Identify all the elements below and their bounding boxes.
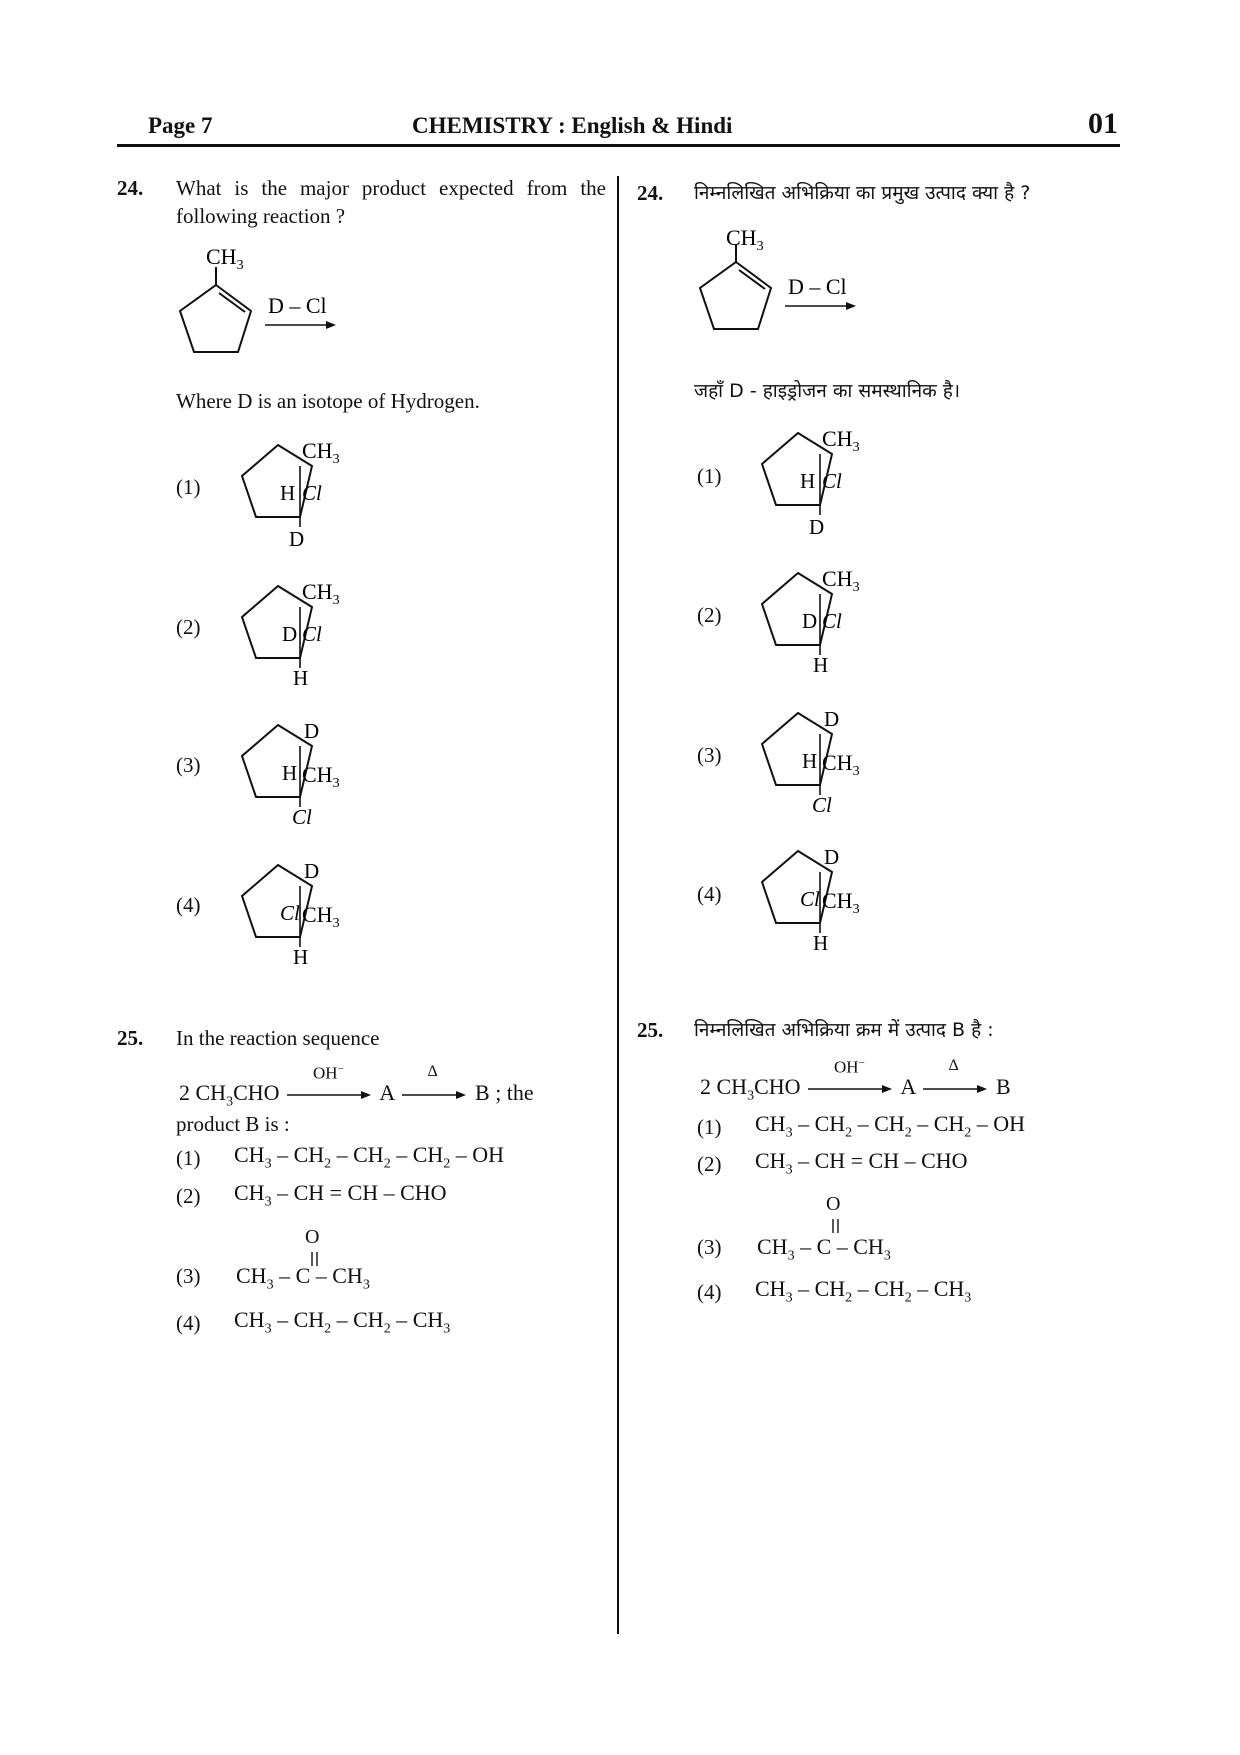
option-structure-3 — [750, 700, 900, 820]
svg-text:CH3: $CH_3$ — [206, 245, 244, 273]
option-structure-2 — [750, 560, 890, 680]
svg-text:Cl: Cl — [800, 887, 820, 911]
option-label: (4) — [176, 1311, 201, 1335]
svg-text:Cl: Cl — [302, 622, 322, 646]
svg-text:H: H — [280, 481, 296, 505]
svg-text:D: D — [289, 527, 305, 551]
option-label: (2) — [176, 615, 201, 639]
question-text: निम्नलिखित अभिक्रिया क्रम में उत्पाद B है : — [694, 1019, 994, 1041]
isotope-note: जहाँ D - हाइड्रोजन का समस्थानिक है। — [694, 380, 961, 402]
option-label: (3) — [697, 743, 722, 767]
page-label: Page 7 — [148, 113, 213, 138]
question-text: What is the major product expected from the following reaction ? — [176, 176, 606, 228]
isotope-note: Where D is an isotope of Hydrogen. — [176, 389, 480, 413]
svg-text:CH3: $CH_3$ — [822, 426, 860, 455]
reaction-sequence: 2 $CH_3CHO$ OH− A Δ B ; the — [179, 1062, 534, 1110]
question-text: निम्नलिखित अभिक्रिया का प्रमुख उत्पाद क्या है ? — [694, 182, 1031, 204]
svg-text:CH3: $CH_3$ — [822, 750, 860, 779]
option-label: (1) — [697, 1115, 722, 1139]
question-number: 25. — [637, 1018, 664, 1042]
option-label: (3) — [697, 1235, 722, 1259]
svg-text:Cl: Cl — [292, 805, 312, 829]
svg-text:H: H — [293, 666, 309, 690]
option-label: (4) — [697, 1280, 722, 1304]
option-label: (1) — [176, 475, 201, 499]
question-number: 24. — [637, 181, 664, 205]
question-text-2: product B is : — [176, 1112, 290, 1136]
svg-text:D: D — [802, 609, 818, 633]
option-formula-3: $CH_3$ – C – $CH_3$ — [757, 1234, 891, 1264]
option-structure-3 — [230, 712, 380, 832]
svg-text:H: H — [813, 653, 829, 677]
svg-text:CH3: $CH_3$ — [302, 902, 340, 931]
option-label: (3) — [176, 753, 201, 777]
reaction-scheme — [168, 245, 358, 380]
option-label: (4) — [697, 882, 722, 906]
option-structure-4 — [230, 852, 380, 972]
reagent-label: D – Cl — [268, 293, 327, 318]
svg-text:CH3: $CH_3$ — [726, 228, 764, 254]
svg-text:CH3: $CH_3$ — [302, 438, 340, 467]
svg-text:D: D — [824, 707, 840, 731]
option-structure-4 — [750, 838, 900, 958]
carbonyl-oxygen: O — [826, 1193, 841, 1215]
page-title: CHEMISTRY : English & Hindi — [412, 113, 733, 138]
header-rule — [117, 144, 1120, 147]
cyclopentene-ring — [180, 285, 251, 352]
column-divider — [617, 176, 619, 1634]
svg-text:H: H — [800, 469, 816, 493]
option-label: (1) — [176, 1146, 201, 1170]
reagent-label: D – Cl — [788, 274, 847, 299]
svg-text:Cl: Cl — [280, 901, 300, 925]
carbonyl-oxygen: O — [305, 1226, 320, 1248]
svg-text:Cl: Cl — [812, 793, 832, 817]
option-label: (2) — [697, 1152, 722, 1176]
option-formula-2: $CH_3$ – CH = CH – CHO — [234, 1180, 447, 1210]
reaction-sequence: 2 $CH_3CHO$ OH− A Δ B — [700, 1056, 1011, 1104]
svg-text:Cl: Cl — [822, 609, 842, 633]
option-formula-3: $CH_3$ – C – $CH_3$ — [236, 1263, 370, 1293]
svg-text:CH3: $CH_3$ — [302, 579, 340, 608]
option-label: (3) — [176, 1264, 201, 1288]
svg-text:D: D — [824, 845, 840, 869]
svg-text:H: H — [813, 931, 829, 955]
option-label: (2) — [176, 1184, 201, 1208]
svg-text:H: H — [282, 761, 298, 785]
question-number: 24. — [117, 176, 144, 200]
svg-text:H: H — [293, 945, 309, 969]
svg-text:D: D — [282, 622, 298, 646]
option-formula-4: $CH_3 - CH_2 - CH_2 - CH_3$ — [755, 1276, 972, 1306]
svg-text:H: H — [802, 749, 818, 773]
option-formula-2: $CH_3$ – CH = CH – CHO — [755, 1148, 968, 1178]
question-number: 25. — [117, 1026, 144, 1050]
svg-text:Cl: Cl — [822, 469, 842, 493]
option-formula-4: $CH_3 - CH_2 - CH_2 - CH_3$ — [234, 1307, 451, 1337]
question-text: In the reaction sequence — [176, 1026, 380, 1050]
option-label: (4) — [176, 893, 201, 917]
reaction-scheme — [688, 228, 878, 363]
svg-text:CH3: $CH_3$ — [822, 566, 860, 595]
option-structure-2 — [230, 573, 370, 693]
svg-text:D: D — [304, 719, 320, 743]
svg-text:Cl: Cl — [302, 481, 322, 505]
option-formula-1: $CH_3 - CH_2 - CH_2 - CH_2$ – OH — [755, 1111, 1026, 1141]
paper-code: 01 — [1088, 107, 1118, 140]
svg-text:CH3: $CH_3$ — [302, 762, 340, 791]
svg-text:D: D — [809, 515, 825, 539]
option-label: (2) — [697, 603, 722, 627]
svg-text:D: D — [304, 859, 320, 883]
option-structure-1 — [750, 420, 890, 540]
option-label: (1) — [697, 464, 722, 488]
option-structure-1 — [230, 432, 370, 552]
option-formula-1: $CH_3 - CH_2 - CH_2 - CH_2$ – OH — [234, 1142, 505, 1172]
svg-text:CH3: $CH_3$ — [822, 888, 860, 917]
